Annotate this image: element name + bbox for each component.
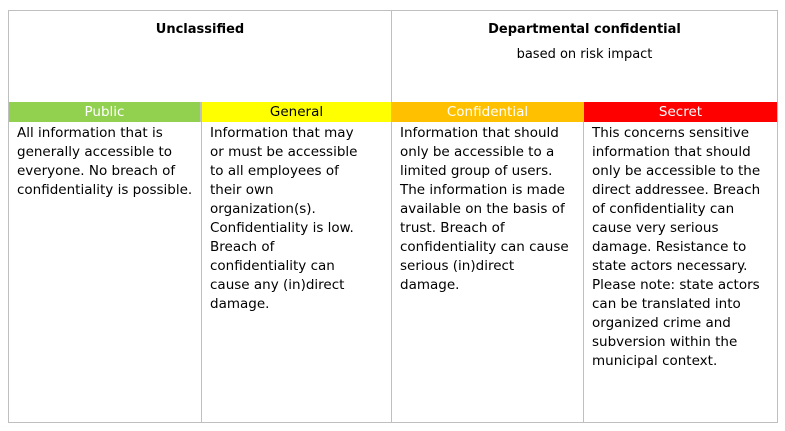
level-band-secret: [584, 102, 777, 122]
header-unclassified-title: Unclassified: [155, 22, 245, 37]
level-label-public: Public: [84, 104, 125, 120]
level-label-general: General: [269, 104, 324, 120]
header-departmental: [391, 10, 778, 103]
header-unclassified: [8, 10, 392, 103]
level-description-confidential: Information that should only be accessible to a limited group of users. The information is made available on the basis of trust. Breach of confidentiality can cause serious (in)direct damage.: [400, 125, 569, 293]
level-label-secret: Secret: [658, 104, 703, 120]
header-departmental-title: Departmental confidential: [488, 22, 681, 37]
level-label-confidential: Confidential: [446, 104, 529, 120]
level-band-confidential: [392, 102, 584, 122]
header-departmental-subtitle: based on risk impact: [516, 47, 653, 62]
level-band-general: [202, 102, 392, 122]
level-description-secret: This concerns sensitive information that should only be accessible to the direct addressee. Breach of confidentiality can cause very serious damage. Resistance to state actors necessary. Please note: state actors can be translated into organized crime and subversion within the municipal context.: [592, 125, 761, 369]
level-description-general: Information that may or must be accessible to all employees of their own organization(s). Confidentiality is low. Breach of confidentiality can cause any (in)direct damage.: [210, 125, 358, 312]
level-band-public: [9, 102, 201, 122]
level-description-public: All information that is generally accessible to everyone. No breach of confidentiality is possible.: [17, 125, 193, 198]
